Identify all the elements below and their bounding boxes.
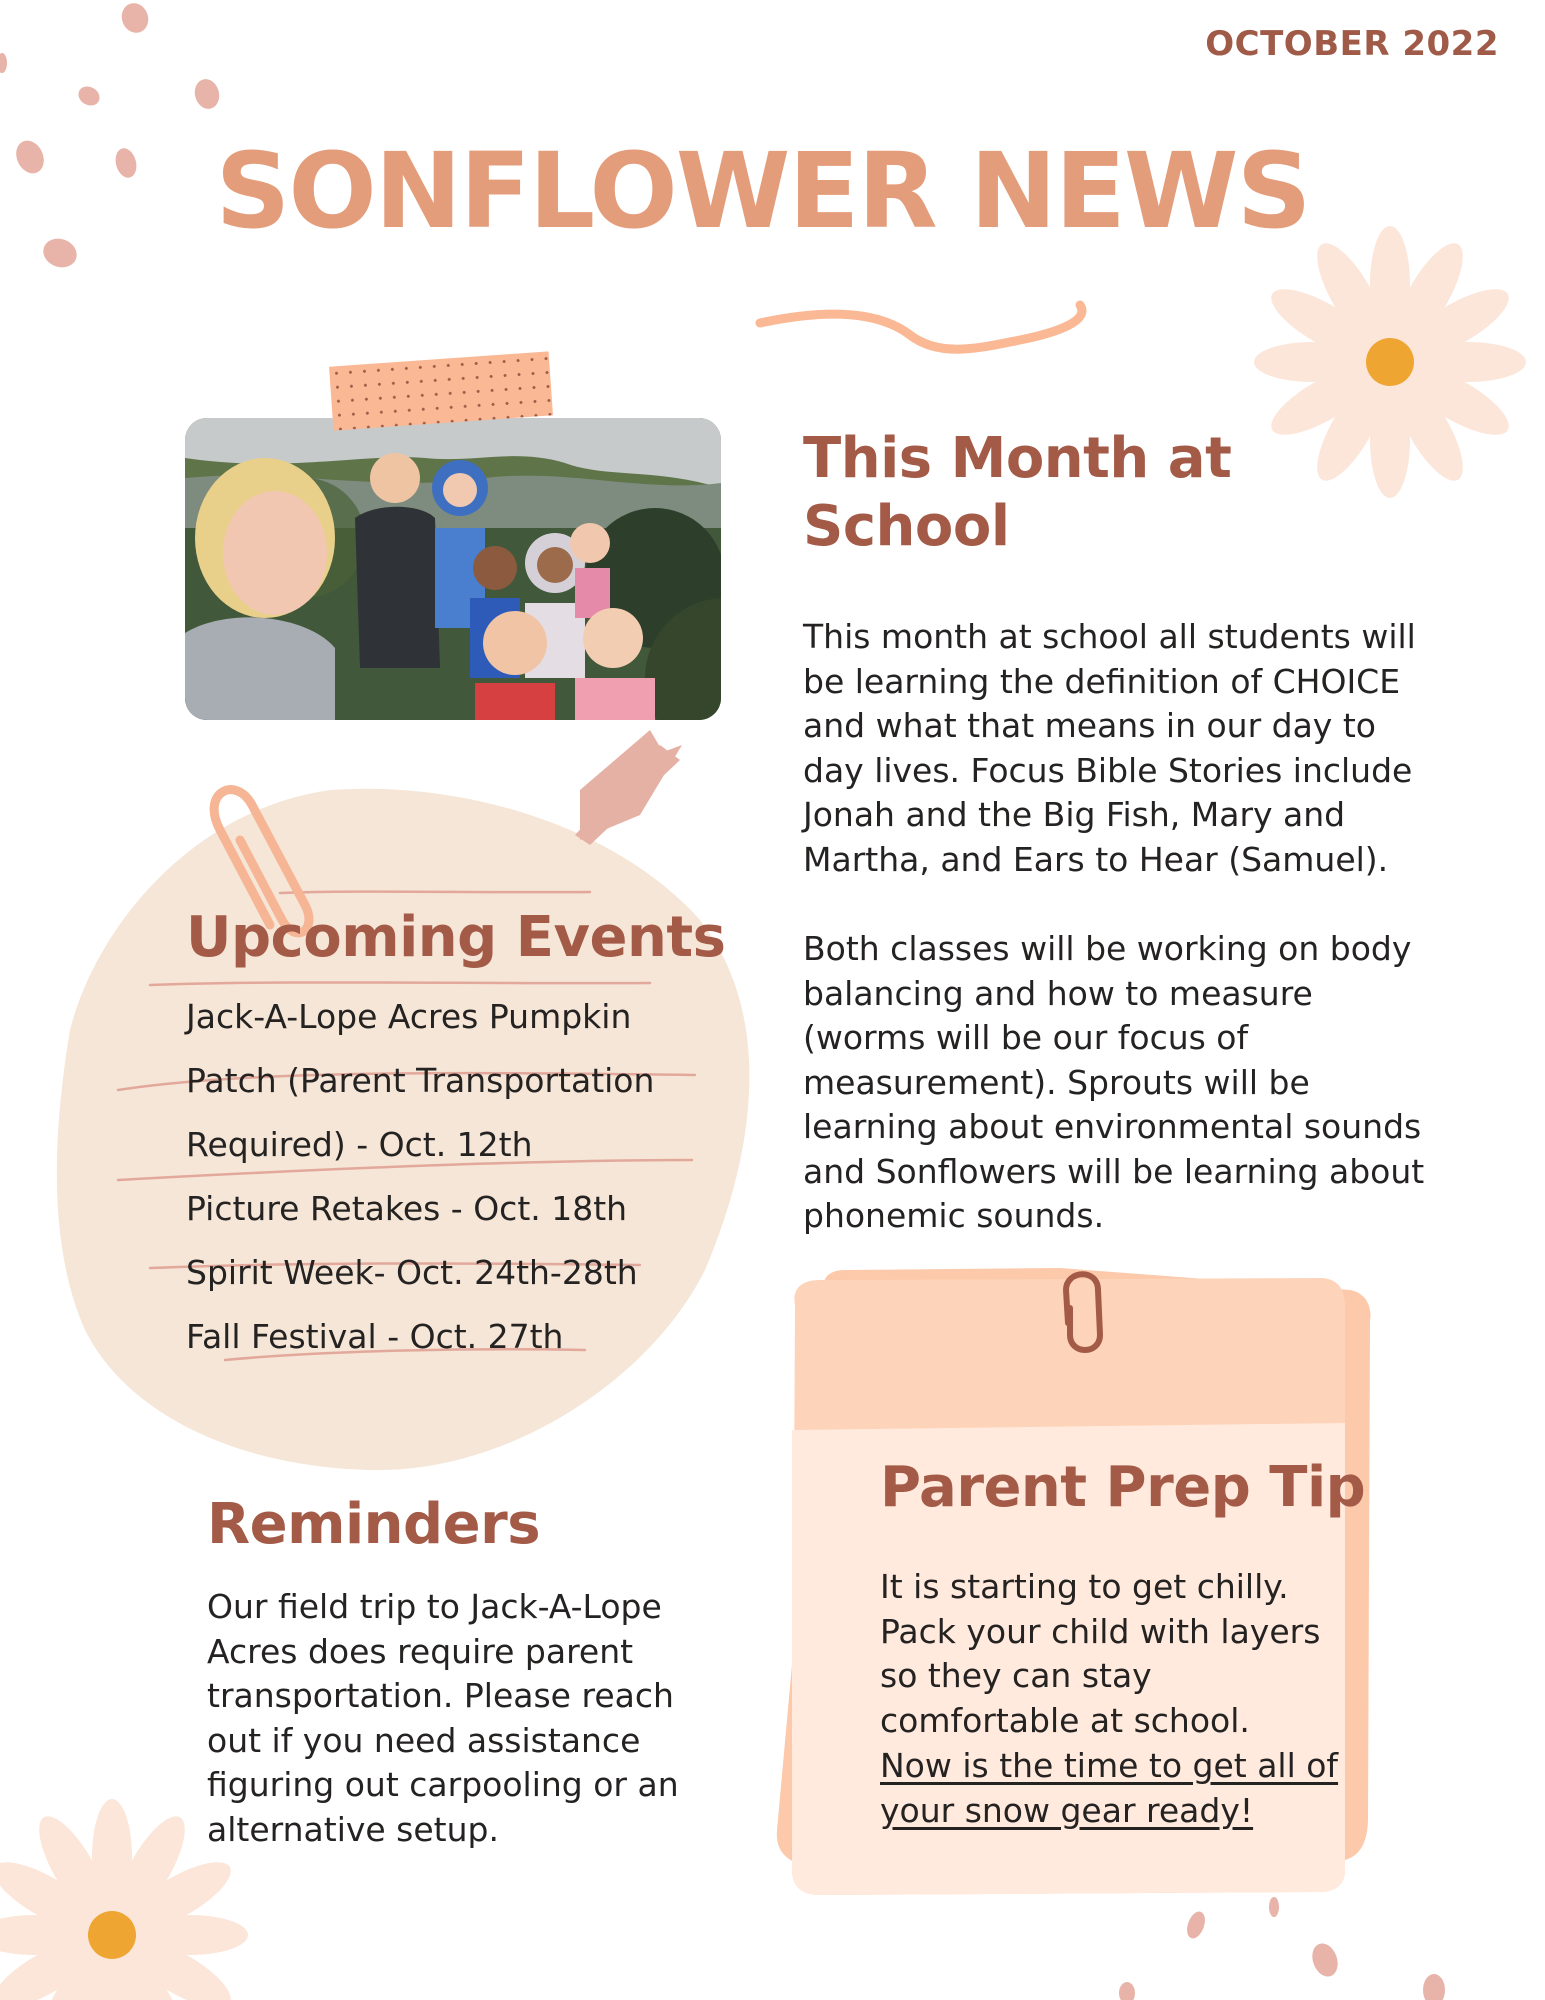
school-heading: This Month at School (803, 426, 1232, 559)
event-line: Spirit Week- Oct. 24th-28th (186, 1253, 638, 1292)
event-line: Fall Festival - Oct. 27th (186, 1317, 564, 1356)
event-line: Required) - Oct. 12th (186, 1125, 533, 1164)
snow-gear-link[interactable]: Now is the time to get all of your snow gear ready! (880, 1746, 1339, 1830)
events-heading: Upcoming Events (186, 905, 726, 970)
tip-heading: Parent Prep Tip (880, 1455, 1366, 1520)
tip-text: It is starting to get chilly. Pack your child with layers so they can stay comfortable at school. (880, 1567, 1321, 1740)
school-paragraph-2: Both classes will be working on body balancing and how to measure (worms will be our focus of measurement). Sprouts will be learning about environmental sounds and Sonflowers will be learning about phonemic sounds. (803, 929, 1425, 1235)
event-line: Patch (Parent Transportation (186, 1061, 655, 1100)
events-list (186, 985, 654, 1369)
reminders-heading: Reminders (207, 1492, 541, 1557)
title-squiggle (760, 305, 1082, 349)
confetti-bottom-right (1119, 1897, 1445, 2000)
event-line: Jack-A-Lope Acres Pumpkin (186, 997, 632, 1036)
reminders-text: Our field trip to Jack-A-Lope Acres does require parent transportation. Please reach out if you need assistance figuring out carpooling or an alternative setup. (207, 1587, 679, 1849)
arrow-decor (575, 730, 682, 845)
newsletter-title: SONFLOWER NEWS (215, 130, 1310, 252)
class-photo (185, 418, 721, 720)
school-paragraph-1: This month at school all students will be learning the definition of CHOICE and what that means in our day to day lives. Focus Bible Stories include Jonah and the Big Fish, Mary and Martha, and Ears to Hear (Samuel). (803, 617, 1416, 879)
issue-date: OCTOBER 2022 (1205, 24, 1499, 64)
event-line: Picture Retakes - Oct. 18th (186, 1189, 628, 1228)
class-photo-image (185, 418, 721, 720)
